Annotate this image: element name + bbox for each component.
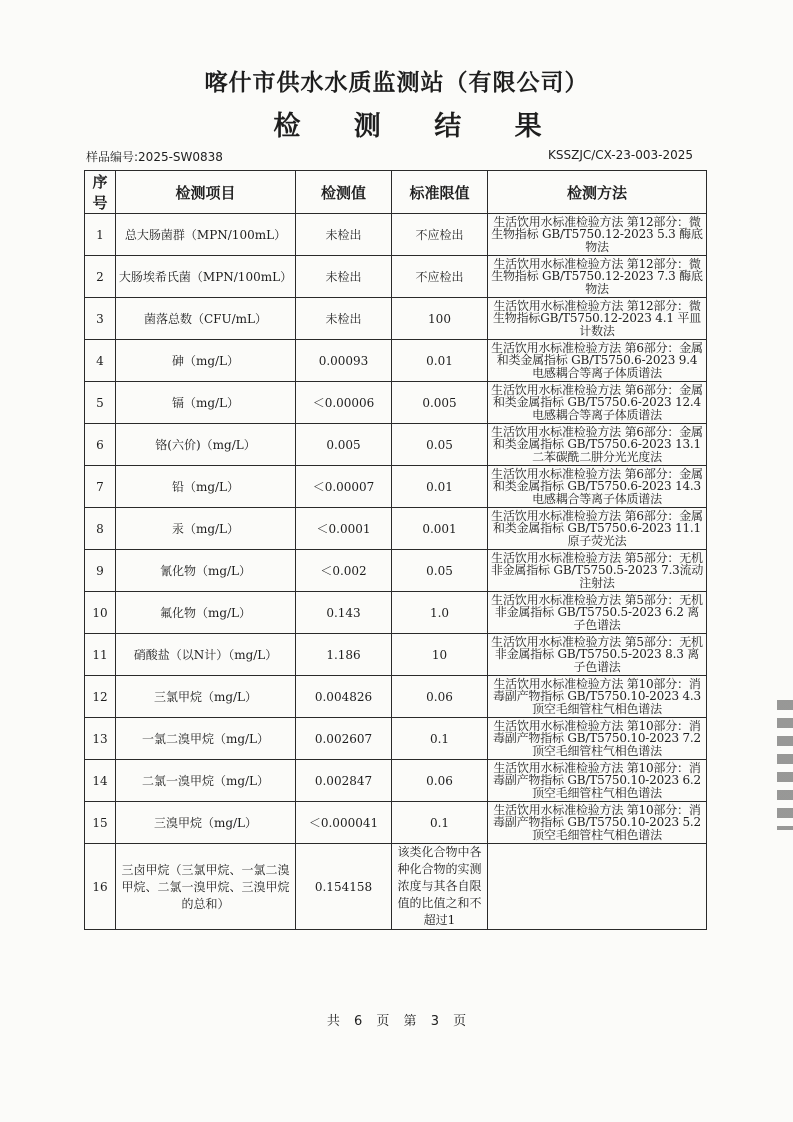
cell-limit: 0.06: [392, 760, 488, 802]
cell-no: 15: [85, 802, 116, 844]
scan-edge-mark: [777, 700, 793, 830]
sample-number: 样品编号:2025-SW0838: [86, 150, 223, 164]
cell-limit: 不应检出: [392, 214, 488, 256]
cell-item: 铅（mg/L）: [116, 466, 296, 508]
table-header-row: [85, 171, 707, 214]
doc-title: 检 测 结 果: [273, 111, 564, 142]
cell-limit: 该类化合物中各种化合物的实测浓度与其各自限值的比值之和不超过1: [392, 844, 488, 930]
cell-limit: 10: [392, 634, 488, 676]
cell-limit: 0.005: [392, 382, 488, 424]
table-row: [85, 298, 707, 340]
cell-method: 生活饮用水标准检验方法 第6部分：金属和类金属指标 GB/T5750.6-2023 14.3 电感耦合等离子体质谱法: [488, 466, 707, 508]
cell-no: 16: [85, 844, 116, 930]
cell-limit: 0.05: [392, 424, 488, 466]
results-table: [84, 170, 707, 930]
cell-no: 12: [85, 676, 116, 718]
table-row: [85, 802, 707, 844]
cell-value: ＜0.00006: [296, 382, 392, 424]
org-title: 喀什市供水水质监测站（有限公司）: [204, 70, 589, 96]
cell-value: 0.004826: [296, 676, 392, 718]
cell-item: 硝酸盐（以N计）（mg/L）: [116, 634, 296, 676]
cell-item: 大肠埃希氏菌（MPN/100mL）: [116, 256, 296, 298]
cell-no: 1: [85, 214, 116, 256]
cell-value: 0.154158: [296, 844, 392, 930]
cell-item: 二氯一溴甲烷（mg/L）: [116, 760, 296, 802]
cell-method: 生活饮用水标准检验方法 第12部分：微生物指标 GB/T5750.12-2023 7.3 酶底物法: [488, 256, 707, 298]
cell-no: 5: [85, 382, 116, 424]
table-row: [85, 214, 707, 256]
cell-limit: 1.0: [392, 592, 488, 634]
cell-limit: 0.01: [392, 340, 488, 382]
document-code: KSSZJC/CX-23-003-2025: [548, 148, 693, 162]
cell-method: 生活饮用水标准检验方法 第12部分：微生物指标GB/T5750.12-2023 4.1 平皿计数法: [488, 298, 707, 340]
cell-value: 0.143: [296, 592, 392, 634]
cell-value: 未检出: [296, 256, 392, 298]
header-limit: 标准限值: [392, 171, 488, 214]
cell-method: 生活饮用水标准检验方法 第6部分：金属和类金属指标 GB/T5750.6-2023 9.4 电感耦合等离子体质谱法: [488, 340, 707, 382]
table-row: [85, 508, 707, 550]
table-row: [85, 718, 707, 760]
cell-method: 生活饮用水标准检验方法 第5部分：无机非金属指标 GB/T5750.5-2023 6.2 离子色谱法: [488, 592, 707, 634]
cell-no: 7: [85, 466, 116, 508]
cell-no: 2: [85, 256, 116, 298]
cell-value: ＜0.0001: [296, 508, 392, 550]
cell-item: 铬(六价)（mg/L）: [116, 424, 296, 466]
cell-no: 3: [85, 298, 116, 340]
cell-limit: 0.05: [392, 550, 488, 592]
cell-no: 14: [85, 760, 116, 802]
cell-method: 生活饮用水标准检验方法 第10部分：消毒副产物指标 GB/T5750.10-2023 6.2 顶空毛细管柱气相色谱法: [488, 760, 707, 802]
cell-item: 镉（mg/L）: [116, 382, 296, 424]
page-footer: 共 6 页 第 3 页: [326, 1014, 467, 1029]
cell-no: 13: [85, 718, 116, 760]
cell-value: 0.005: [296, 424, 392, 466]
table-row: [85, 424, 707, 466]
table-row: [85, 466, 707, 508]
table-row: [85, 592, 707, 634]
cell-no: 6: [85, 424, 116, 466]
cell-limit: 0.001: [392, 508, 488, 550]
cell-value: 0.002607: [296, 718, 392, 760]
header-method: 检测方法: [488, 171, 707, 214]
cell-item: 总大肠菌群（MPN/100mL）: [116, 214, 296, 256]
cell-method: 生活饮用水标准检验方法 第10部分：消毒副产物指标 GB/T5750.10-2023 4.3 顶空毛细管柱气相色谱法: [488, 676, 707, 718]
table-row: [85, 634, 707, 676]
table-row: [85, 760, 707, 802]
cell-method: 生活饮用水标准检验方法 第10部分：消毒副产物指标 GB/T5750.10-2023 5.2 顶空毛细管柱气相色谱法: [488, 802, 707, 844]
cell-value: 0.002847: [296, 760, 392, 802]
cell-item: 氟化物（mg/L）: [116, 592, 296, 634]
cell-method: 生活饮用水标准检验方法 第6部分：金属和类金属指标 GB/T5750.6-2023 13.1 二苯碳酰二肼分光光度法: [488, 424, 707, 466]
table-row: [85, 382, 707, 424]
cell-no: 11: [85, 634, 116, 676]
cell-item: 氰化物（mg/L）: [116, 550, 296, 592]
header-value: 检测值: [296, 171, 392, 214]
cell-method: [488, 844, 707, 930]
cell-limit: 0.1: [392, 718, 488, 760]
cell-limit: 0.06: [392, 676, 488, 718]
cell-value: 0.00093: [296, 340, 392, 382]
table-row: [85, 844, 707, 930]
header-item: 检测项目: [116, 171, 296, 214]
table-row: [85, 676, 707, 718]
header-no: 序号: [85, 171, 116, 214]
cell-item: 汞（mg/L）: [116, 508, 296, 550]
cell-method: 生活饮用水标准检验方法 第5部分：无机非金属指标 GB/T5750.5-2023 7.3流动注射法: [488, 550, 707, 592]
cell-limit: 不应检出: [392, 256, 488, 298]
cell-no: 10: [85, 592, 116, 634]
table-row: [85, 256, 707, 298]
cell-item: 一氯二溴甲烷（mg/L）: [116, 718, 296, 760]
cell-method: 生活饮用水标准检验方法 第6部分：金属和类金属指标 GB/T5750.6-2023 12.4 电感耦合等离子体质谱法: [488, 382, 707, 424]
cell-item: 三氯甲烷（mg/L）: [116, 676, 296, 718]
cell-limit: 0.01: [392, 466, 488, 508]
cell-limit: 0.1: [392, 802, 488, 844]
cell-value: 未检出: [296, 298, 392, 340]
cell-method: 生活饮用水标准检验方法 第5部分：无机非金属指标 GB/T5750.5-2023 8.3 离子色谱法: [488, 634, 707, 676]
cell-value: 未检出: [296, 214, 392, 256]
cell-item: 砷（mg/L）: [116, 340, 296, 382]
cell-limit: 100: [392, 298, 488, 340]
cell-value: ＜0.00007: [296, 466, 392, 508]
cell-value: ＜0.000041: [296, 802, 392, 844]
cell-no: 9: [85, 550, 116, 592]
table-row: [85, 340, 707, 382]
cell-value: ＜0.002: [296, 550, 392, 592]
cell-item: 三卤甲烷（三氯甲烷、一氯二溴甲烷、二氯一溴甲烷、三溴甲烷的总和）: [116, 844, 296, 930]
cell-item: 菌落总数（CFU/mL）: [116, 298, 296, 340]
table-row: [85, 550, 707, 592]
cell-no: 8: [85, 508, 116, 550]
cell-no: 4: [85, 340, 116, 382]
cell-item: 三溴甲烷（mg/L）: [116, 802, 296, 844]
cell-method: 生活饮用水标准检验方法 第10部分：消毒副产物指标 GB/T5750.10-2023 7.2 顶空毛细管柱气相色谱法: [488, 718, 707, 760]
cell-method: 生活饮用水标准检验方法 第6部分：金属和类金属指标 GB/T5750.6-2023 11.1 原子荧光法: [488, 508, 707, 550]
cell-method: 生活饮用水标准检验方法 第12部分：微生物指标 GB/T5750.12-2023 5.3 酶底物法: [488, 214, 707, 256]
cell-value: 1.186: [296, 634, 392, 676]
